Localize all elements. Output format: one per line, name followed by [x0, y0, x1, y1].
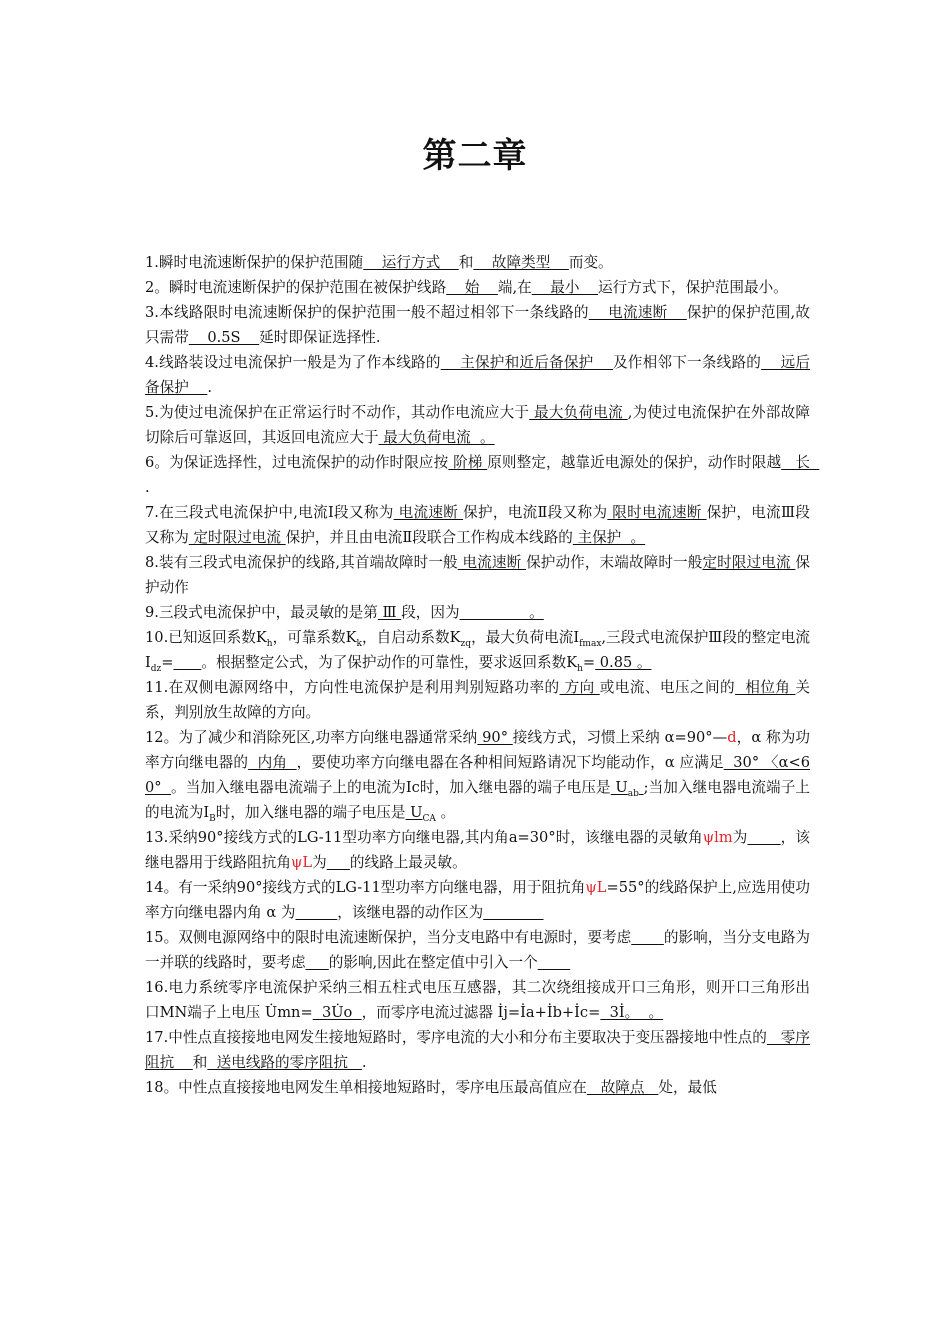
question-17	[145, 1025, 810, 1075]
symbol-red: d	[727, 729, 737, 746]
question-text: 7.在三段式电流保护中,电流Ⅰ段又称为	[145, 504, 394, 521]
question-text: 段，因为	[401, 604, 460, 621]
question-18	[145, 1075, 810, 1100]
question-text: ，自启动系数K	[361, 629, 461, 646]
question-text: 16.电力系统零序电流保护采纳三相五柱式电压互感器，其二次绕组接成开口三角形，则开口三角形出口MN端子上电压 U̇mn=	[145, 979, 810, 1021]
question-text: 处，最低	[658, 1079, 717, 1096]
answer-blank: 最小	[531, 279, 599, 296]
question-text: 原则整定，越靠近电源处的保护，动作时限越	[487, 454, 782, 471]
question-5	[145, 400, 810, 450]
question-text: 关系，判别放生故障的方向。	[145, 679, 811, 721]
question-text: 14。有一采纳90°接线方式的LG-11型功率方向继电器，用于阻抗角	[145, 879, 586, 896]
answer-blank: 远后备保护	[145, 354, 810, 396]
question-text: 的影响，当分支电路为一并联的线路时，要考虑	[145, 929, 810, 971]
question-text: ，α 称为功率方向继电器的	[145, 729, 811, 771]
question-text: 。	[435, 804, 456, 821]
question-text: 保护的保护范围,故只需带	[145, 304, 810, 346]
question-text: =	[161, 654, 174, 671]
question-text: 2。瞬时电流速断保护的保护范围在被保护线路	[145, 279, 447, 296]
answer-blank: 送电线路的零序阻抗	[207, 1054, 362, 1071]
answer-blank	[631, 929, 664, 946]
question-6	[145, 450, 820, 500]
question-text: 。根据整定公式，为了保护动作的可靠性，要求返回系数K	[201, 654, 578, 671]
answer-blank: 零序阻抗	[145, 1029, 810, 1071]
question-text: 延时即保证选择性.	[259, 329, 381, 346]
question-text: 的线路上最灵敏。	[349, 854, 467, 871]
subscript: zq	[460, 638, 472, 649]
question-14	[145, 875, 810, 925]
answer-blank: 电流速断	[588, 304, 687, 321]
question-text: 17.中性点直接接地电网发生接地短路时，零序电流的大小和分布主要取决于变压器接地中性点的	[145, 1029, 767, 1046]
answer-blank	[306, 954, 329, 971]
answer-blank: 30° 〈α<60°	[145, 754, 811, 796]
answer-blank	[405, 804, 436, 824]
question-text: 保护，电流Ⅲ段又称为	[145, 504, 811, 546]
question-text: ，要使功率方向继电器在各种相间短路请况下均能动作，α 应满足	[296, 754, 724, 771]
question-text: 1.瞬时电流速断保护的保护范围随	[145, 254, 364, 271]
answer-blank: 最大负荷电流 。	[378, 429, 495, 446]
answer-blank: 电流速断	[393, 504, 464, 521]
answer-blank: 3İ。 。	[600, 1004, 664, 1021]
question-text: ，可靠系数K	[272, 629, 357, 646]
symbol-red: ψL	[585, 879, 607, 896]
question-text: 6。为保证选择性，过电流保护的动作时限应按	[145, 454, 449, 471]
question-1	[145, 250, 810, 275]
answer-blank: 故障类型	[473, 254, 569, 271]
question-list	[145, 250, 820, 1100]
question-text: 保护，并且由电流Ⅱ段联合工作构成本线路的	[285, 529, 573, 546]
question-text: 的影响,因此在整定值中引入一个	[328, 954, 538, 971]
question-13	[145, 825, 810, 875]
subscript: ab	[627, 788, 639, 799]
question-text: 15。双侧电源网络中的限时电流速断保护，当分支电路中有电源时，要考虑	[145, 929, 632, 946]
answer-blank: 0.5S	[188, 329, 260, 346]
subscript: B	[209, 813, 216, 824]
answer-blank: 90°	[477, 729, 513, 746]
question-text: 18。中性点直接接地电网发生单相接地短路时，零序电压最高值应在	[145, 1079, 587, 1096]
question-15	[145, 925, 810, 975]
question-text: ，而零序电流过滤器 İj=İa+İb+İc=	[361, 1004, 601, 1021]
question-text: ;当加入继电器电流端子上的电流为I	[145, 779, 810, 821]
answer-blank	[610, 779, 644, 799]
question-text: 而变。	[568, 254, 613, 271]
question-10	[145, 625, 810, 675]
question-text: 。当加入继电器电流端子上的电流为Ic时，加入继电器的端子电压是	[171, 779, 611, 796]
symbol-red: ψL	[290, 854, 313, 871]
answer-blank: 主保护和近后备保护	[440, 354, 613, 371]
answer-blank: 运行方式	[363, 254, 459, 271]
question-2	[145, 275, 810, 300]
question-text: 及作相邻下一条线路的	[612, 354, 762, 371]
question-text: 或电流、电压之间的	[599, 679, 736, 696]
question-text: 为	[732, 829, 748, 846]
answer-blank: 最大负荷电流	[529, 404, 628, 421]
answer-blank: 。	[459, 604, 544, 621]
subscript: fmax	[579, 638, 602, 649]
answer-blank: 电流速断	[457, 554, 527, 571]
answer-blank: 始	[446, 279, 498, 296]
question-text: =55°的线路保护上,应选用使功率方向继电器内角 α 为	[145, 879, 810, 921]
question-16	[145, 975, 810, 1025]
answer-blank: 内角	[248, 754, 297, 771]
question-text: 12。为了减少和消除死区,功率方向继电器通常采纳	[145, 729, 478, 746]
question-text: 3.本线路限时电流速断保护的保护范围一般不超过相邻下一条线路的	[145, 304, 589, 321]
answer-text: U	[405, 804, 423, 821]
question-12	[145, 725, 810, 825]
question-8	[145, 550, 810, 600]
question-text: 接线方式，习惯上采纳 α=90°—	[512, 729, 728, 746]
question-4	[145, 350, 810, 400]
answer-blank: 3U̇o	[312, 1004, 362, 1021]
question-text: 保护动作，末端故障时一般	[526, 554, 703, 571]
question-text: 13.采纳90°接线方式的LG-11型功率方向继电器,其内角a=30°时，该继电器的灵敏角	[145, 829, 703, 846]
subscript: h	[577, 663, 583, 674]
question-text: 8.装有三段式电流保护的线路,其首端故障时一般	[145, 554, 458, 571]
answer-blank: 定时限过电流	[702, 554, 796, 571]
question-text: =	[582, 654, 596, 671]
answer-blank	[327, 854, 350, 871]
question-text: ,为使过电流保护在外部故障切除后可靠返回，其返回电流应大于	[145, 404, 810, 446]
question-3	[145, 300, 810, 350]
answer-blank: 相位角	[735, 679, 796, 696]
question-text: ，该继电器的动作区为	[337, 904, 484, 921]
answer-blank: 定时限过电流	[188, 529, 286, 546]
chapter-title: 第二章	[422, 136, 528, 176]
question-text: 11.在双侧电源网络中，方向性电流保护是利用判别短路功率的	[145, 679, 560, 696]
answer-blank: 故障点	[586, 1079, 659, 1096]
answer-text: U	[610, 779, 628, 796]
question-text: 运行方式下，保护范围最小。	[598, 279, 788, 296]
question-text: .	[361, 1054, 367, 1071]
question-text: 端,在	[497, 279, 532, 296]
question-text: ，最大负荷电流I	[471, 629, 580, 646]
question-text: 和	[192, 1054, 208, 1071]
answer-blank: 阶梯	[448, 454, 488, 471]
question-9	[145, 600, 810, 625]
symbol-red: ψlm	[702, 829, 733, 846]
question-text: 5.为使过电流保护在正常运行时不动作，其动作电流应大于	[145, 404, 530, 421]
question-11	[145, 675, 810, 725]
answer-blank: 限时电流速断	[607, 504, 707, 521]
answer-blank	[483, 904, 543, 921]
answer-blank	[174, 654, 202, 671]
answer-blank: 0.85 。	[595, 654, 652, 671]
question-text: .	[207, 379, 212, 396]
answer-blank	[295, 904, 337, 921]
subscript: k	[356, 638, 362, 649]
question-7	[145, 500, 810, 550]
answer-blank: 方向	[559, 679, 600, 696]
question-text: 保护动作	[145, 554, 811, 596]
question-text: 时，加入继电器的端子电压是	[215, 804, 406, 821]
answer-blank	[538, 954, 570, 971]
question-text: ,三段式电流保护Ⅲ段的整定电流I	[145, 629, 811, 671]
answer-blank: 长	[781, 454, 820, 471]
answer-blank: 主保护 。	[572, 529, 646, 546]
answer-blank: Ⅲ	[377, 604, 402, 621]
question-text: 和	[458, 254, 474, 271]
question-text: .	[145, 479, 150, 496]
subscript: dz	[150, 663, 162, 674]
subscript: h	[266, 638, 273, 649]
subscript: CA	[422, 813, 436, 824]
question-text: 9.三段式电流保护中，最灵敏的是第	[145, 604, 378, 621]
question-text: ，该继电器用于线路阻抗角	[145, 829, 810, 871]
question-text: 10.已知返回系数K	[145, 629, 267, 646]
answer-blank	[747, 829, 780, 846]
question-text: 4.线路装设过电流保护一般是为了作本线路的	[145, 354, 441, 371]
question-text: 保护，电流Ⅱ段又称为	[463, 504, 608, 521]
question-text: 为	[312, 854, 327, 871]
